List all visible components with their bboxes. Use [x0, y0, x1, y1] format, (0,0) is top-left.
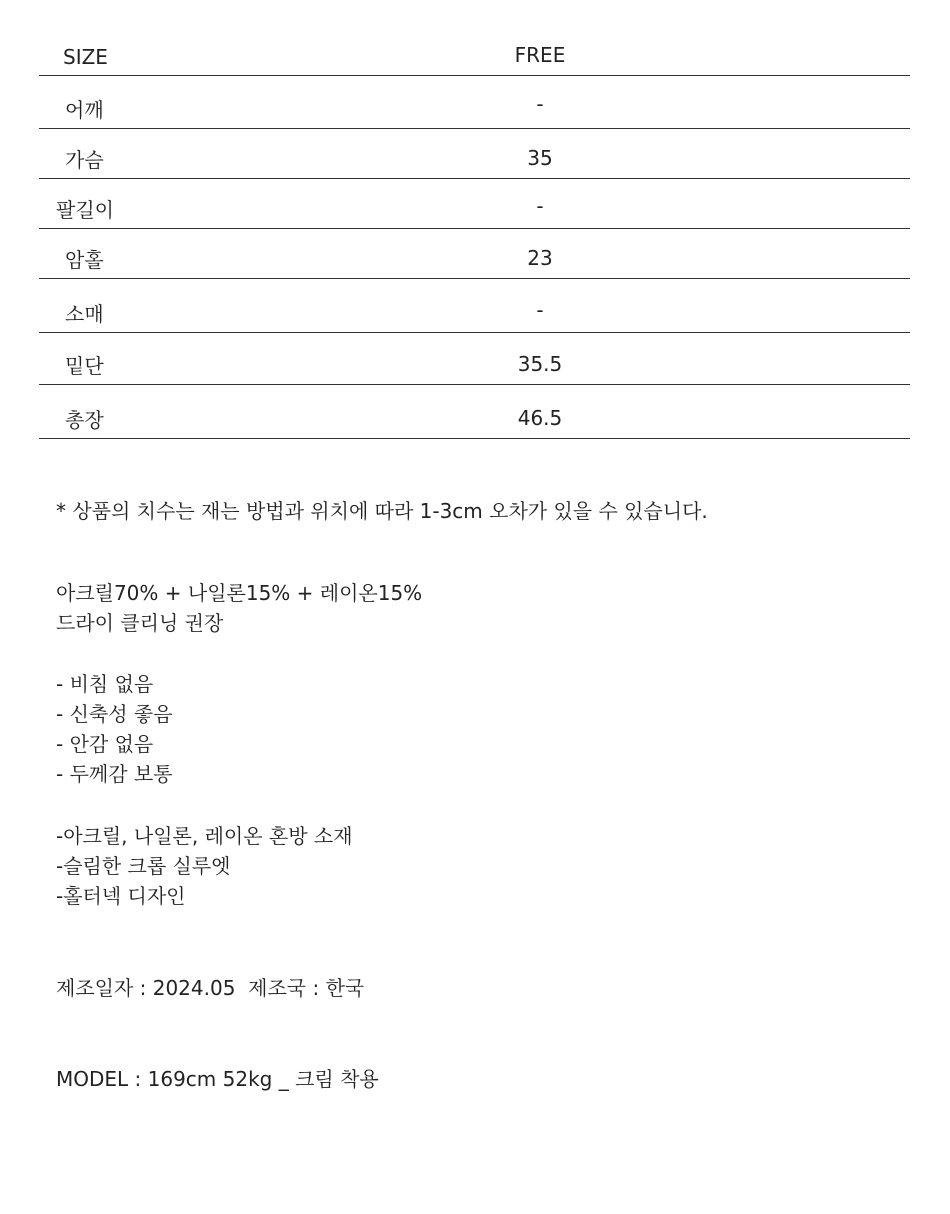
table-row: [39, 385, 910, 439]
property-item: - 신축성 좋음: [56, 702, 173, 726]
table-row: [39, 229, 910, 279]
measurement-note: * 상품의 치수는 재는 방법과 위치에 따라 1-3cm 오차가 있을 수 있습니다.: [56, 499, 708, 523]
manufacture-info: 제조일자 : 2024.05 제조국 : 한국: [56, 976, 365, 1000]
table-row: [39, 76, 910, 129]
feature-item: -슬림한 크롭 실루엣: [56, 854, 231, 878]
property-item: - 비침 없음: [56, 672, 154, 696]
row-label: 총장: [65, 408, 104, 432]
table-row: [39, 129, 910, 179]
table-row: [39, 179, 910, 229]
property-item: - 두께감 보통: [56, 762, 173, 786]
row-value: -: [536, 194, 544, 218]
row-value: 23: [527, 246, 553, 270]
row-value: 35: [527, 146, 553, 170]
row-label: 밑단: [65, 354, 104, 378]
size-header-label: SIZE: [63, 45, 108, 69]
row-label: 팔길이: [56, 198, 114, 222]
row-value: 46.5: [517, 406, 563, 430]
row-label: 암홀: [65, 248, 104, 272]
property-item: - 안감 없음: [56, 732, 154, 756]
feature-item: -아크릴, 나일론, 레이온 혼방 소재: [56, 824, 353, 848]
size-table: [39, 26, 910, 439]
row-label: 가슴: [65, 148, 104, 172]
row-value: -: [536, 298, 544, 322]
row-label: 어깨: [65, 98, 104, 122]
row-label: 소매: [65, 302, 104, 326]
row-value: -: [536, 92, 544, 116]
material-composition: 아크릴70% + 나일론15% + 레이온15%: [56, 581, 423, 605]
table-row: [39, 333, 910, 385]
row-value: 35.5: [517, 352, 563, 376]
care-instruction: 드라이 클리닝 권장: [56, 611, 224, 635]
model-info: MODEL : 169cm 52kg _ 크림 착용: [56, 1067, 379, 1091]
size-table-header: [39, 26, 910, 76]
size-header-value: FREE: [514, 43, 566, 67]
table-row: [39, 279, 910, 333]
feature-item: -홀터넥 디자인: [56, 884, 186, 908]
